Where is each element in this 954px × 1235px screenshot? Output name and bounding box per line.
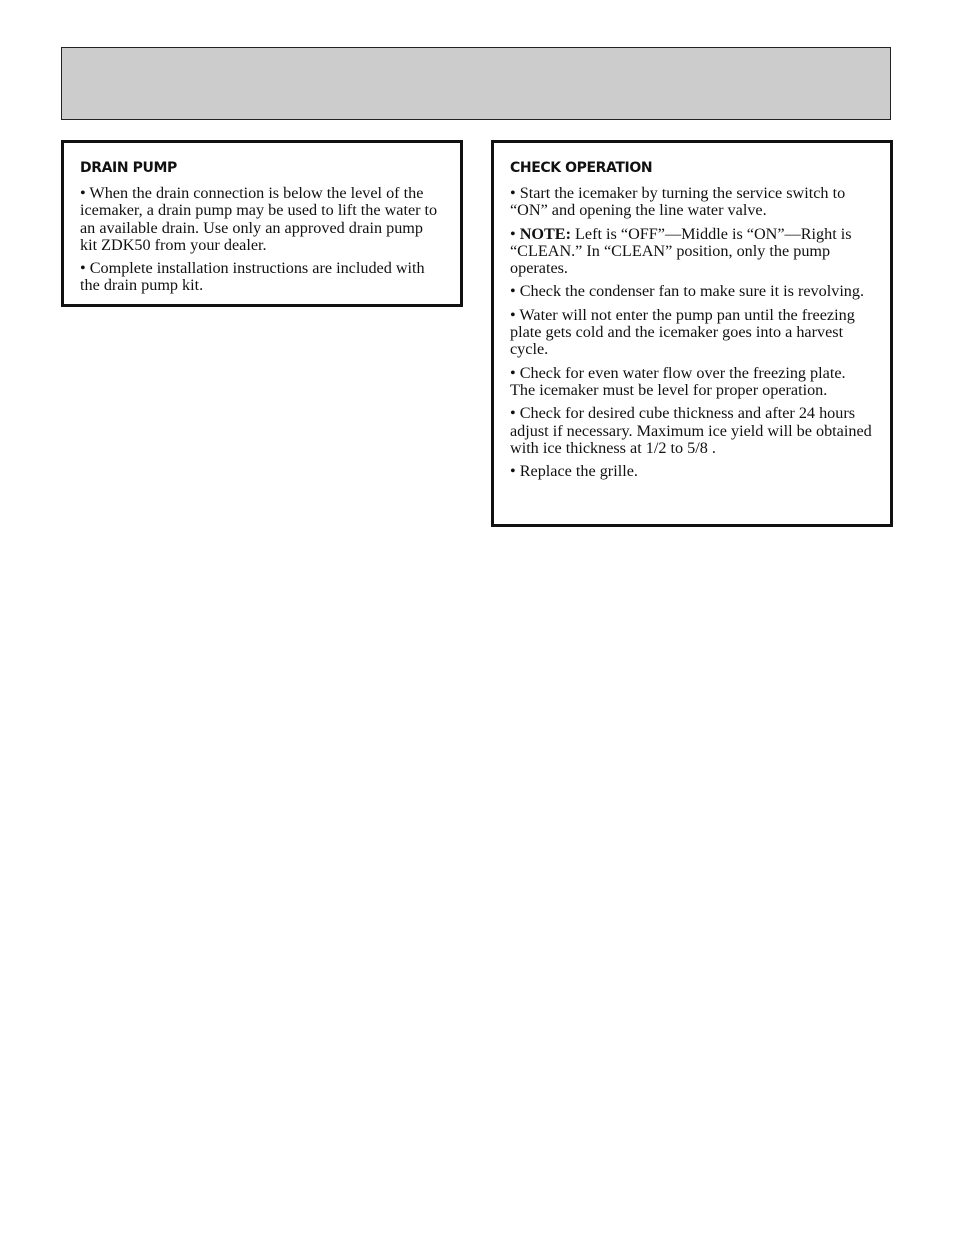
check-operation-item-5: • Check for desired cube thickness and after 24 hours adjust if necessary. Maximum ice yield will be obtained with ice thickness at 1/2 to 5/8 . xyxy=(510,404,872,457)
drain-pump-title: DRAIN PUMP xyxy=(80,160,177,176)
drain-pump-item-1: • When the drain connection is below the level of the icemaker, a drain pump may be used to lift the water to an available drain. Use only an approved drain pump kit ZDK50 from your dealer. xyxy=(80,184,438,254)
check-operation-item-3: • Water will not enter the pump pan until the freezing plate gets cold and the icemaker goes into a harvest cycle. xyxy=(510,305,855,359)
drain-pump-box xyxy=(61,140,463,307)
note-label: NOTE: xyxy=(519,224,571,243)
drain-pump-item-2: • Complete installation instructions are included with the drain pump kit. xyxy=(80,259,425,295)
check-operation-item-1: • Start the icemaker by turning the service switch to “ON” and opening the line water valve. xyxy=(510,184,846,220)
check-operation-item-2: • Check the condenser fan to make sure it is revolving. xyxy=(510,282,865,301)
check-operation-title: CHECK OPERATION xyxy=(510,160,653,176)
note-bullet: • xyxy=(510,224,520,243)
note-text: Left is “OFF”—Middle is “ON”—Right is “CLEAN.” In “CLEAN” position, only the pump operates. xyxy=(510,224,852,278)
check-operation-note xyxy=(510,226,873,278)
check-operation-item-4: • Check for even water flow over the freezing plate. The icemaker must be level for proper operation. xyxy=(510,363,846,399)
header-band xyxy=(61,47,891,120)
check-operation-box xyxy=(491,140,893,527)
check-operation-item-6: • Replace the grille. xyxy=(510,462,638,481)
